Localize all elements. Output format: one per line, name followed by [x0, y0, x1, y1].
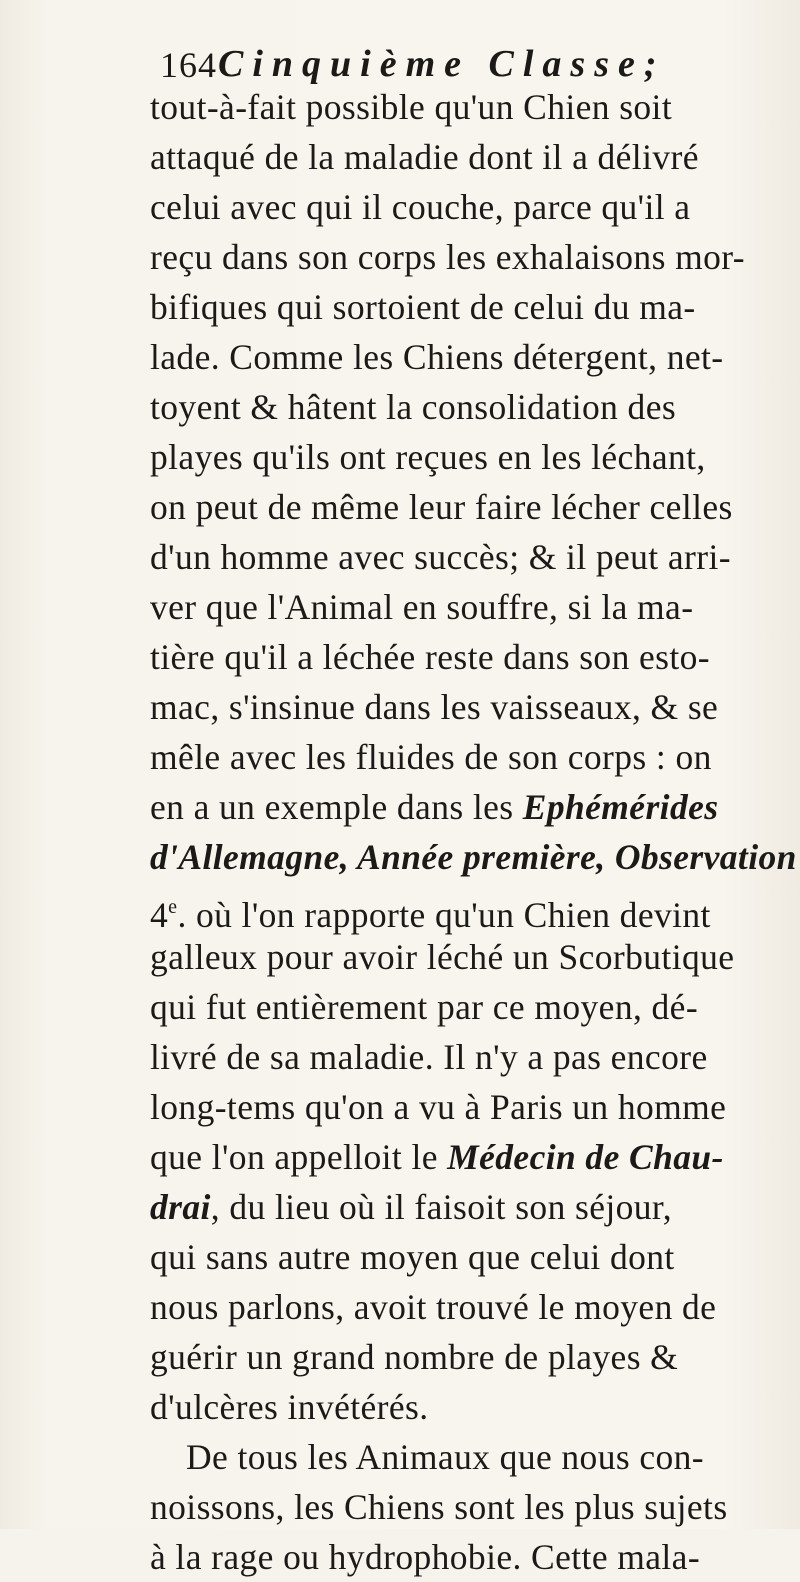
text-line: playes qu'ils ont reçues en les léchant,	[150, 437, 706, 477]
text-line	[150, 1182, 790, 1232]
text-line: on peut de même leur faire lécher celles	[150, 487, 733, 527]
text-line	[150, 1132, 790, 1182]
text-line	[150, 882, 790, 935]
text-line: d'un homme avec succès; & il peut arri-	[150, 537, 731, 577]
text-segment: 4	[150, 895, 169, 935]
text-line: bifiques qui sortoient de celui du ma-	[150, 287, 696, 327]
text-line: celui avec qui il couche, parce qu'il a	[150, 187, 691, 227]
text-line: qui sans autre moyen que celui dont	[150, 1237, 675, 1277]
text-line	[150, 782, 790, 832]
text-line: galleux pour avoir léché un Scorbutique	[150, 937, 735, 977]
page-number: 164	[160, 45, 217, 85]
text-segment: que l'on appelloit le	[150, 1137, 448, 1177]
text-line: attaqué de la maladie dont il a délivré	[150, 137, 699, 177]
italic-name: Médecin de Chau-	[447, 1137, 724, 1177]
text-line: qui fut entièrement par ce moyen, dé-	[150, 987, 699, 1027]
text-line: d'ulcères invétérés.	[150, 1387, 429, 1427]
text-line: mêle avec les fluides de son corps : on	[150, 737, 712, 777]
text-line: guérir un grand nombre de playes &	[150, 1337, 679, 1377]
text-line: long-tems qu'on a vu à Paris un homme	[150, 1087, 727, 1127]
text-line: livré de sa maladie. Il n'y a pas encore	[150, 1037, 708, 1077]
text-line: lade. Comme les Chiens détergent, net-	[150, 337, 724, 377]
text-segment: en a un exemple dans les	[150, 787, 523, 827]
paragraph-start-line: De tous les Animaux que nous con-	[186, 1437, 705, 1477]
text-line: toyent & hâtent la consolidation des	[150, 387, 677, 427]
text-line: ver que l'Animal en souffre, si la ma-	[150, 587, 694, 627]
text-line: reçu dans son corps les exhalaisons mor-	[150, 237, 745, 277]
text-line: à la rage ou hydrophobie. Cette mala-	[150, 1537, 701, 1577]
text-line: tière qu'il a léchée reste dans son esto-	[150, 637, 711, 677]
superscript: e	[168, 896, 178, 918]
text-segment: , du lieu où il faisoit son séjour,	[210, 1187, 672, 1227]
text-line: mac, s'insinue dans les vaisseaux, & se	[150, 687, 719, 727]
text-line: nous parlons, avoit trouvé le moyen de	[150, 1287, 717, 1327]
page-header	[160, 40, 800, 88]
text-line: tout-à-fait possible qu'un Chien soit	[150, 87, 673, 127]
italic-citation: d'Allemagne, Année première, Observation	[150, 837, 797, 877]
text-line: noissons, les Chiens sont les plus sujets	[150, 1487, 728, 1527]
running-title: Cinquième Classe;	[218, 43, 666, 85]
italic-name: drai	[150, 1187, 211, 1227]
text-segment: . où l'on rapporte qu'un Chien devint	[177, 895, 711, 935]
italic-title: Ephémérides	[522, 787, 719, 827]
body-text	[150, 82, 797, 1582]
